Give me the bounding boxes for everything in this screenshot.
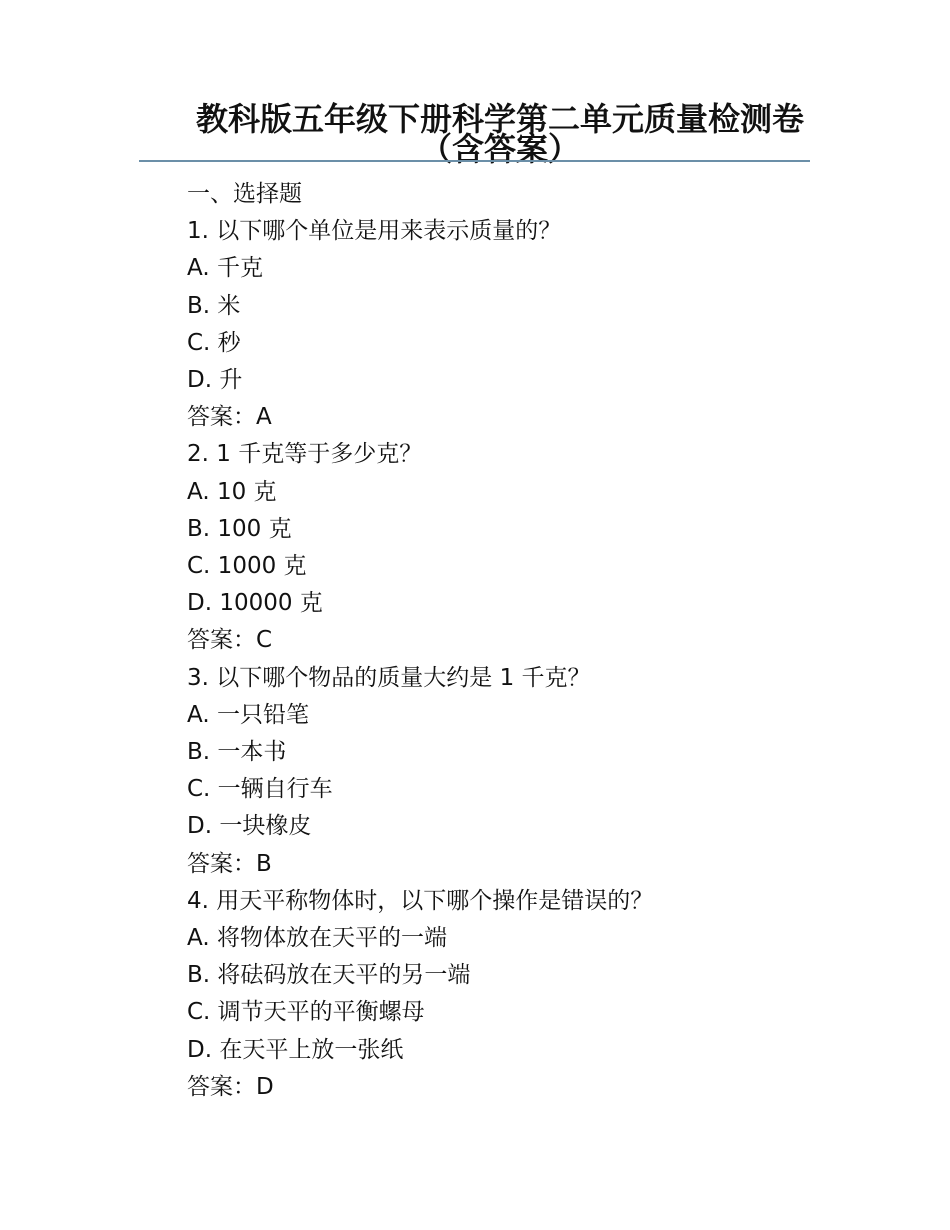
question-1-option-c: C. 秒 <box>187 329 241 356</box>
question-1-option-b: B. 米 <box>187 292 241 319</box>
question-1-option-d: D. 升 <box>187 367 243 394</box>
document-body <box>187 176 827 1106</box>
question-3-option-a: A. 一只铅笔 <box>187 701 309 728</box>
question-4-option-a: A. 将物体放在天平的一端 <box>187 925 447 952</box>
question-3-answer: 答案：B <box>187 850 272 877</box>
question-2-option-c: C. 1000 克 <box>187 553 307 580</box>
question-4-option-d: D. 在天平上放一张纸 <box>187 1036 404 1063</box>
question-4: 4. 用天平称物体时，以下哪个操作是错误的？ <box>187 887 654 914</box>
question-3-option-d: D. 一块橡皮 <box>187 813 312 840</box>
question-3-option-b: B. 一本书 <box>187 739 287 766</box>
title-underline <box>139 160 810 162</box>
question-2: 2. 1 千克等于多少克？ <box>187 441 423 468</box>
question-1-option-a: A. 千克 <box>187 255 263 282</box>
question-2-answer: 答案：C <box>187 627 273 654</box>
page-title: 教科版五年级下册科学第二单元质量检测卷（含答案） <box>195 100 804 168</box>
question-3-option-c: C. 一辆自行车 <box>187 776 333 803</box>
question-2-option-d: D. 10000 克 <box>187 590 323 617</box>
question-4-answer: 答案：D <box>187 1073 274 1100</box>
question-2-option-a: A. 10 克 <box>187 478 277 505</box>
question-1: 1. 以下哪个单位是用来表示质量的？ <box>187 218 562 245</box>
question-1-answer: 答案：A <box>187 404 272 431</box>
section-heading: 一、选择题 <box>187 181 302 207</box>
question-4-option-b: B. 将砝码放在天平的另一端 <box>187 962 471 989</box>
question-4-option-c: C. 调节天平的平衡螺母 <box>187 999 425 1026</box>
question-3: 3. 以下哪个物品的质量大约是 1 千克？ <box>187 664 591 691</box>
question-2-option-b: B. 100 克 <box>187 515 292 542</box>
